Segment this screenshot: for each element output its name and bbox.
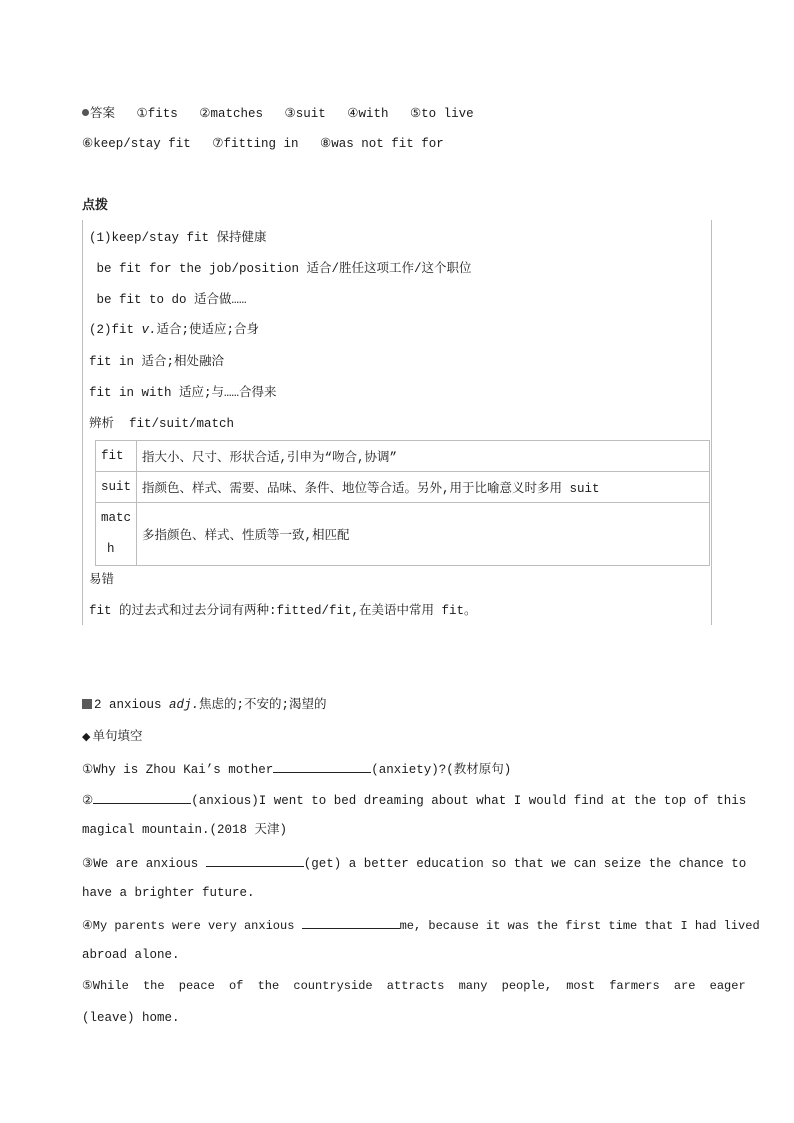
answer-blank[interactable] [93,791,191,804]
pos-label: adj. [169,698,200,712]
answer-blank[interactable] [302,916,400,929]
answer-line-1 [82,105,474,122]
answer-item: ②matches [199,107,263,121]
answer-item: ⑧was not fit for [319,137,444,151]
tip-box [82,220,712,625]
table-cell-word: suit [96,472,137,503]
question-4: ④My parents were very anxious me, because it was the first time that I had lived [82,916,712,934]
table-row [96,441,710,472]
error-label: 易错 [89,573,115,587]
table-cell-word: matc h [96,503,137,566]
compare-table [95,440,710,566]
section-heading: 2 anxious adj.焦虑的;不安的;渴望的 [82,697,327,713]
tip-line: fit in 适合;相处融洽 [89,355,225,369]
answer-item: ⑥keep/stay fit [82,137,191,151]
tip-line-fit-verb: (2)fit v.适合;使适应;合身 [89,323,260,337]
tip-line: fit in with 适应;与……合得来 [89,386,277,400]
square-bullet-icon [82,699,92,709]
answer-item: ⑦fitting in [212,137,299,151]
pos-label: v. [141,323,157,337]
answer-icon [82,109,89,116]
table-cell-desc: 多指颜色、样式、性质等一致,相匹配 [137,503,710,566]
question-3: ③We are anxious (get) a better education so that we can seize the chance to [82,854,712,872]
question-2: ② (anxious)I went to bed dreaming about what I would find at the top of this [82,791,712,809]
answer-blank[interactable] [273,760,371,773]
table-row [96,472,710,503]
answer-item: ⑤to live [409,107,474,121]
answer-label: 答案 [90,105,116,120]
tip-line: be fit for the job/position 适合/胜任这项工作/这个职位 [89,262,472,276]
exercise-heading: ◆ 单句填空 [82,728,143,743]
question-3-cont: have a brighter future. [82,886,255,900]
tip-heading: 点拨 [82,198,109,213]
tip-line: be fit to do 适合做…… [89,293,247,307]
question-1: ①Why is Zhou Kai’s mother (anxiety)?(教材原句) [82,760,511,778]
compare-label: 辨析 fit/suit/match [89,417,235,431]
table-cell-desc: 指颜色、样式、需要、品味、条件、地位等合适。另外,用于比喻意义时多用 suit [137,472,710,503]
table-cell-desc: 指大小、尺寸、形状合适,引申为“吻合,协调” [137,441,710,472]
answer-blank[interactable] [206,854,304,867]
question-5-cont: (leave) home. [82,1011,180,1025]
question-4-cont: abroad alone. [82,948,180,962]
question-5: ⑤While the peace of the countryside attracts many people, most farmers are eager [82,979,746,993]
answer-item: ④with [347,107,389,121]
answer-item: ③suit [284,107,326,121]
tip-line: (1)keep/stay fit 保持健康 [89,231,267,245]
diamond-bullet-icon: ◆ [82,730,91,743]
table-cell-word: fit [96,441,137,472]
table-row [96,503,710,566]
question-2-cont: magical mountain.(2018 天津) [82,823,288,837]
error-text: fit 的过去式和过去分词有两种:fitted/fit,在美语中常用 fit。 [89,604,477,618]
answer-line-2 [82,136,444,152]
answer-item: ①fits [136,107,178,121]
